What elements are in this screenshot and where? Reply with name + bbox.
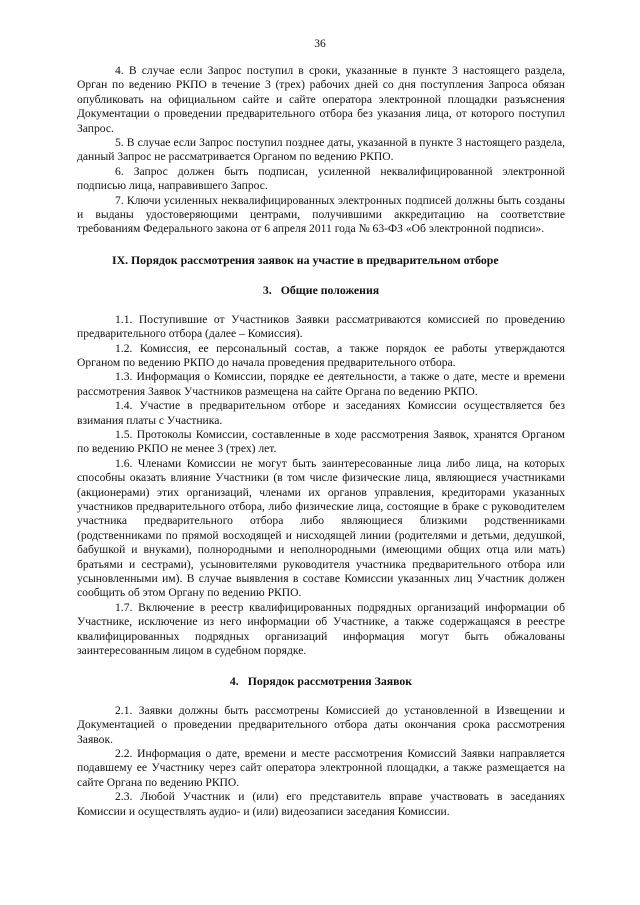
paragraph-1-7: 1.7. Включение в реестр квалифицированных подрядных организаций информации об Участнике, исключение из него информации об Участнике, а также содержащаяся в реестре квалифицированных подрядных организаций информация могут быть обжалованы заинтересованным лицом в судебном порядке.	[77, 600, 565, 658]
section-4-number: 4.	[229, 674, 239, 689]
paragraph-2-3: 2.3. Любой Участник и (или) его представитель вправе участвовать в заседаниях Комиссии и осуществлять аудио- и (или) видеозаписи заседания Комиссии.	[77, 790, 565, 818]
paragraph-2-1: 2.1. Заявки должны быть рассмотрены Комиссией до установленной в Извещении и Документацией о проведении предварительного отбора даты окончания срока рассмотрения Заявок.	[77, 703, 565, 746]
section-3-number: 3.	[262, 283, 272, 298]
chapter-heading: IX. Порядок рассмотрения заявок на участие в предварительном отборе	[112, 252, 499, 267]
paragraph-7: 7. Ключи усиленных неквалифицированных электронных подписей должны быть созданы и выданы удостоверяющими центрами, получившими аккредитацию на соответствие требованиям Федерального закона от 6 апреля 2011 года № 63-ФЗ «Об электронной подписи».	[77, 193, 565, 236]
paragraph-1-5: 1.5. Протоколы Комиссии, составленные в ходе рассмотрения Заявок, хранятся Органом по ведению РКПО не менее 3 (трех) лет.	[77, 427, 565, 456]
page-content	[77, 64, 565, 819]
section-4-heading	[77, 674, 565, 688]
paragraph-4: 4. В случае если Запрос поступил в сроки, указанные в пункте 3 настоящего раздела, Орган по ведению РКПО в течение 3 (трех) рабочих дней со дня поступления Запроса обязан опубликовать на официальном сайте и сайте оператора электронной площадки разъяснения Документации о проведении предварительного отбора без указания лица, от которого поступил Запрос.	[77, 64, 565, 135]
paragraph-2-2: 2.2. Информация о дате, времени и месте рассмотрения Комиссий Заявки направляется подавшему ее Участнику через сайт оператора электронной площадки, а также размещается на сайте Органа по ведению РКПО.	[77, 747, 565, 789]
section-3-heading	[77, 283, 565, 297]
paragraph-1-4: 1.4. Участие в предварительном отборе и заседаниях Комиссии осуществляется без взимания платы с Участника.	[77, 399, 565, 427]
section-4-title: Порядок рассмотрения Заявок	[247, 674, 413, 689]
paragraph-6: 6. Запрос должен быть подписан, усиленной неквалифицированной электронной подписью лица, направившего Запрос.	[77, 164, 565, 193]
paragraph-1-2: 1.2. Комиссия, ее персональный состав, а также порядок ее работы утверждаются Органом по ведению РКПО до начала проведения предварительного отбора.	[77, 341, 565, 369]
section-3-title: Общие положения	[280, 283, 380, 298]
paragraph-1-3: 1.3. Информация о Комиссии, порядке ее деятельности, а также о дате, месте и времени рассмотрения Заявок Участников размещена на сайте Органа по ведению РКПО.	[77, 370, 565, 398]
page-number: 36	[314, 38, 326, 50]
paragraph-5: 5. В случае если Запрос поступил позднее даты, указанной в пункте 3 настоящего раздела, данный Запрос не рассматривается Органом по ведению РКПО.	[77, 136, 565, 164]
paragraph-1-1: 1.1. Поступившие от Участников Заявки рассматриваются комиссией по проведению предварительного отбора (далее – Комиссия).	[77, 312, 565, 341]
paragraph-1-6: 1.6. Членами Комиссии не могут быть заинтересованные лица либо лица, на которых способны оказать влияние Участники (в том числе физические лица, являющиеся участниками (акционерами) этих организаций, членами их органов управления, кредиторами указанных участников предварительного отбора, либо физические лица, состоящие в браке с руководителем участника предварительного отбора либо являющиеся близкими родственниками (родственниками по прямой восходящей и нисходящей линии (родителями и детьми, дедушкой, бабушкой и внуками), полнородными и неполнородными (имеющими общих отца или мать) братьями и сестрами), усыновителями руководителя участника предварительного отбора или усыновленными им). В случае выявления в составе Комиссии указанных лиц Участник должен сообщить об этом Органу по ведению РКПО.	[77, 456, 565, 600]
